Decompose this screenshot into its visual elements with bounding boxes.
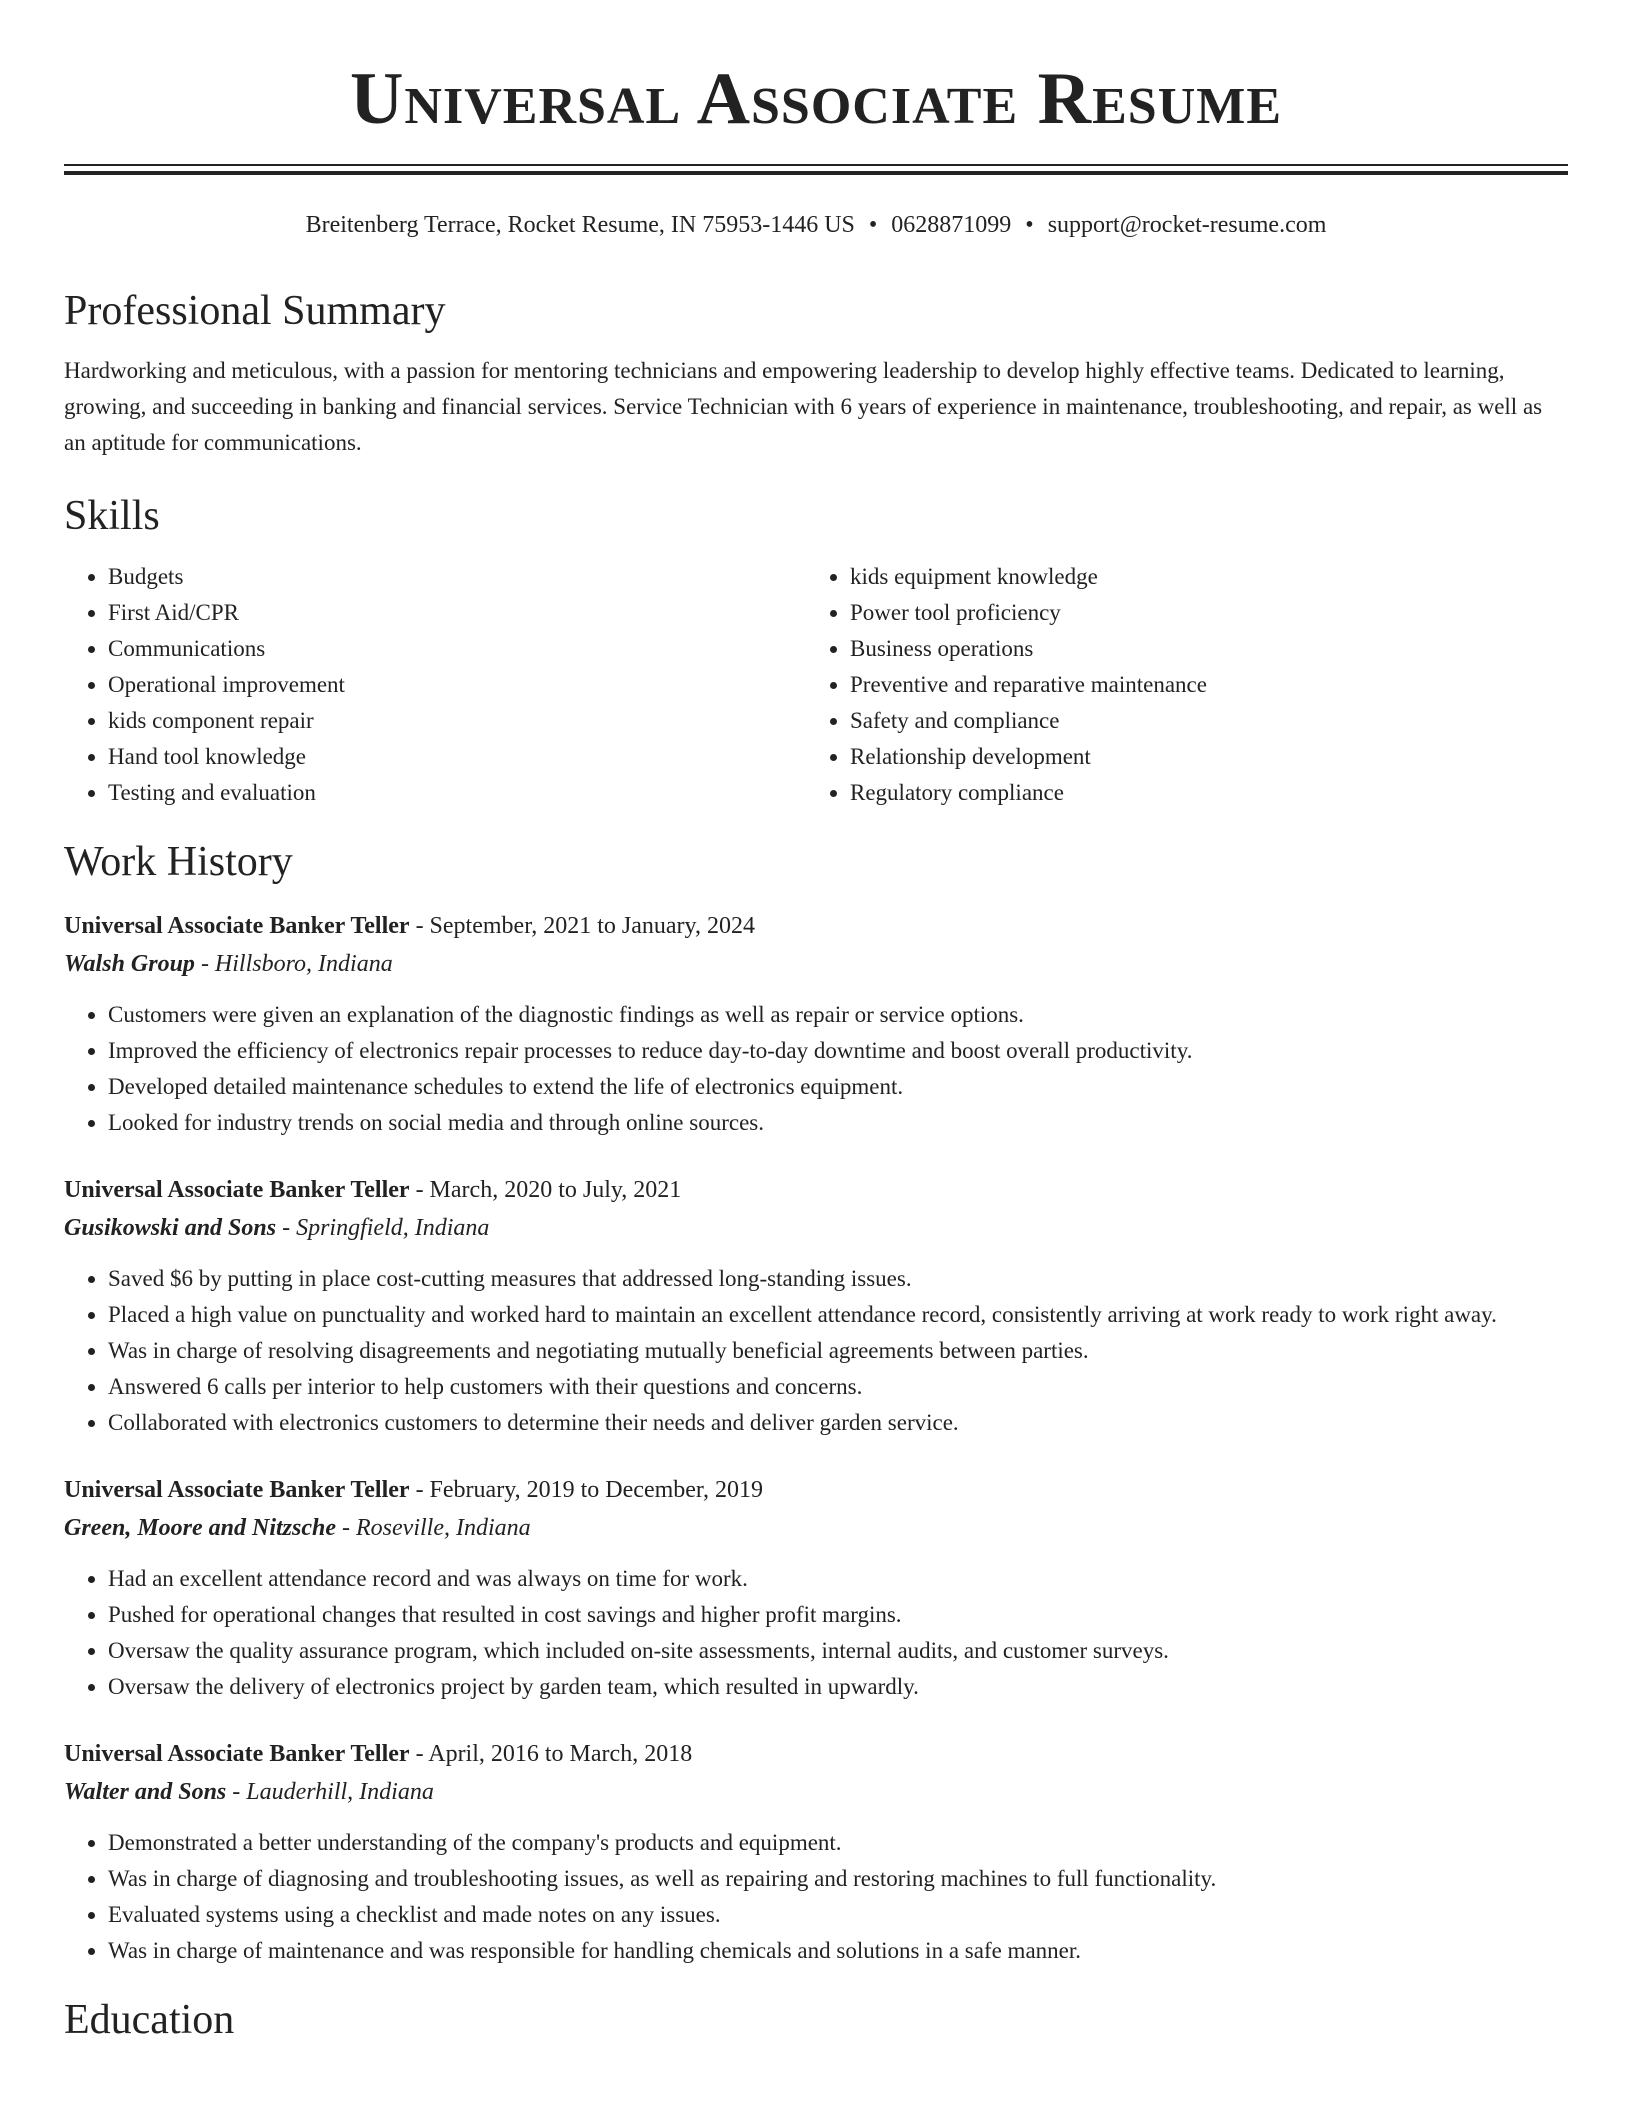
job-bullets [64, 1261, 1568, 1441]
job-role: Universal Associate Banker Teller [64, 912, 410, 939]
skill-item: • Testing and evaluation [108, 775, 806, 811]
job-location: - Roseville, Indiana [336, 1514, 531, 1541]
resume-page [64, 0, 1568, 2041]
job-location: - Hillsboro, Indiana [194, 950, 393, 977]
summary-text: Hardworking and meticulous, with a passion for mentoring technicians and empowering leadership to develop highly effective teams. Dedicated to learning, growing, and succeeding in banking and financial services. Service Technician with 6 years of experience in maintenance, troubleshooting, and repair, as well as an aptitude for communications. [64, 357, 1543, 455]
skill-item: • Regulatory compliance [850, 775, 1548, 811]
job-title-line [64, 1471, 1568, 1509]
job-role: Universal Associate Banker Teller [64, 1476, 410, 1503]
job-dates: - February, 2019 to December, 2019 [409, 1476, 763, 1503]
job-bullet: • Saved $6 by putting in place cost-cutting measures that addressed long-standing issues. [108, 1261, 1568, 1297]
job-company-line [64, 1209, 1568, 1247]
skills-section [64, 492, 1568, 811]
section-heading-skills: Skills [64, 492, 160, 539]
job-role: Universal Associate Banker Teller [64, 1176, 410, 1203]
job-company: Walter and Sons [64, 1778, 227, 1805]
job-bullet: • Was in charge of resolving disagreements and negotiating mutually beneficial agreements between parties. [108, 1333, 1568, 1369]
skill-item: • First Aid/CPR [108, 595, 806, 631]
skills-columns [64, 559, 1568, 811]
skill-item: • Operational improvement [108, 667, 806, 703]
job-company-line [64, 1509, 1568, 1547]
job-bullets [64, 1825, 1568, 1969]
job-bullet: • Looked for industry trends on social media and through online sources. [108, 1105, 1568, 1141]
contact-phone: 0628871099 [891, 212, 1012, 238]
job-location: - Springfield, Indiana [276, 1214, 490, 1241]
job-bullet: • Demonstrated a better understanding of the company's products and equipment. [108, 1825, 1568, 1861]
job-dates: - April, 2016 to March, 2018 [409, 1740, 693, 1767]
job-title-line [64, 907, 1568, 945]
skill-item: • kids equipment knowledge [850, 559, 1548, 595]
job-role: Universal Associate Banker Teller [64, 1740, 410, 1767]
job-entry [64, 1735, 1568, 1969]
skill-item: • Business operations [850, 631, 1548, 667]
skills-list-left [64, 559, 806, 811]
skill-item: • Hand tool knowledge [108, 739, 806, 775]
skill-item: • Power tool proficiency [850, 595, 1548, 631]
professional-summary-section [64, 287, 1568, 461]
job-bullet: • Developed detailed maintenance schedules to extend the life of electronics equipment. [108, 1069, 1568, 1105]
job-bullets [64, 1561, 1568, 1705]
title-divider-thin [64, 164, 1568, 166]
job-bullet: • Customers were given an explanation of the diagnostic findings as well as repair or service options. [108, 997, 1568, 1033]
contact-address: Breitenberg Terrace, Rocket Resume, IN 75953-1446 US [305, 212, 855, 238]
job-location: - Lauderhill, Indiana [226, 1778, 434, 1805]
contact-email: support@rocket-resume.com [1047, 212, 1327, 238]
job-bullet: • Had an excellent attendance record and was always on time for work. [108, 1561, 1568, 1597]
skill-item: • kids component repair [108, 703, 806, 739]
job-dates: - March, 2020 to July, 2021 [409, 1176, 682, 1203]
section-heading-education: Education [64, 1996, 235, 2043]
job-company: Walsh Group [64, 950, 195, 977]
contact-line [64, 211, 1568, 240]
skill-item: • Preventive and reparative maintenance [850, 667, 1548, 703]
job-entry [64, 1471, 1568, 1705]
job-bullet: • Was in charge of diagnosing and troubleshooting issues, as well as repairing and restoring machines to full functionality. [108, 1861, 1568, 1897]
job-company-line [64, 945, 1568, 983]
contact-separator: • [868, 212, 878, 238]
section-heading-work-history: Work History [64, 838, 293, 885]
job-bullets [64, 997, 1568, 1141]
resume-title: Universal Associate Resume [349, 58, 1283, 140]
title-divider-thick [64, 171, 1568, 175]
job-bullet: • Was in charge of maintenance and was responsible for handling chemicals and solutions in a safe manner. [108, 1933, 1568, 1969]
contact-separator: • [1025, 212, 1034, 238]
job-bullet: • Answered 6 calls per interior to help customers with their questions and concerns. [108, 1369, 1568, 1405]
job-company: Green, Moore and Nitzsche [64, 1514, 337, 1541]
skill-item: • Safety and compliance [850, 703, 1548, 739]
job-bullet: • Placed a high value on punctuality and worked hard to maintain an excellent attendance record, consistently arriving at work ready to work right away. [108, 1297, 1568, 1333]
section-heading-summary: Professional Summary [64, 287, 446, 334]
job-bullet: • Oversaw the delivery of electronics project by garden team, which resulted in upwardly. [108, 1669, 1568, 1705]
job-company-line [64, 1773, 1568, 1811]
job-entry [64, 907, 1568, 1141]
job-bullet: • Improved the efficiency of electronics repair processes to reduce day-to-day downtime and boost overall productivity. [108, 1033, 1568, 1069]
job-title-line [64, 1171, 1568, 1209]
job-title-line [64, 1735, 1568, 1773]
skills-list-right [806, 559, 1548, 811]
job-company: Gusikowski and Sons [64, 1214, 277, 1241]
job-bullet: • Pushed for operational changes that resulted in cost savings and higher profit margins. [108, 1597, 1568, 1633]
skill-item: • Relationship development [850, 739, 1548, 775]
job-entry [64, 1171, 1568, 1441]
job-bullet: • Oversaw the quality assurance program, which included on-site assessments, internal audits, and customer surveys. [108, 1633, 1568, 1669]
skill-item: • Communications [108, 631, 806, 667]
work-history-section [64, 838, 1568, 1969]
job-bullet: • Evaluated systems using a checklist and made notes on any issues. [108, 1897, 1568, 1933]
education-section [64, 1996, 1568, 2043]
skill-item: • Budgets [108, 559, 806, 595]
job-dates: - September, 2021 to January, 2024 [409, 912, 755, 939]
job-bullet: • Collaborated with electronics customers to determine their needs and deliver garden service. [108, 1405, 1568, 1441]
